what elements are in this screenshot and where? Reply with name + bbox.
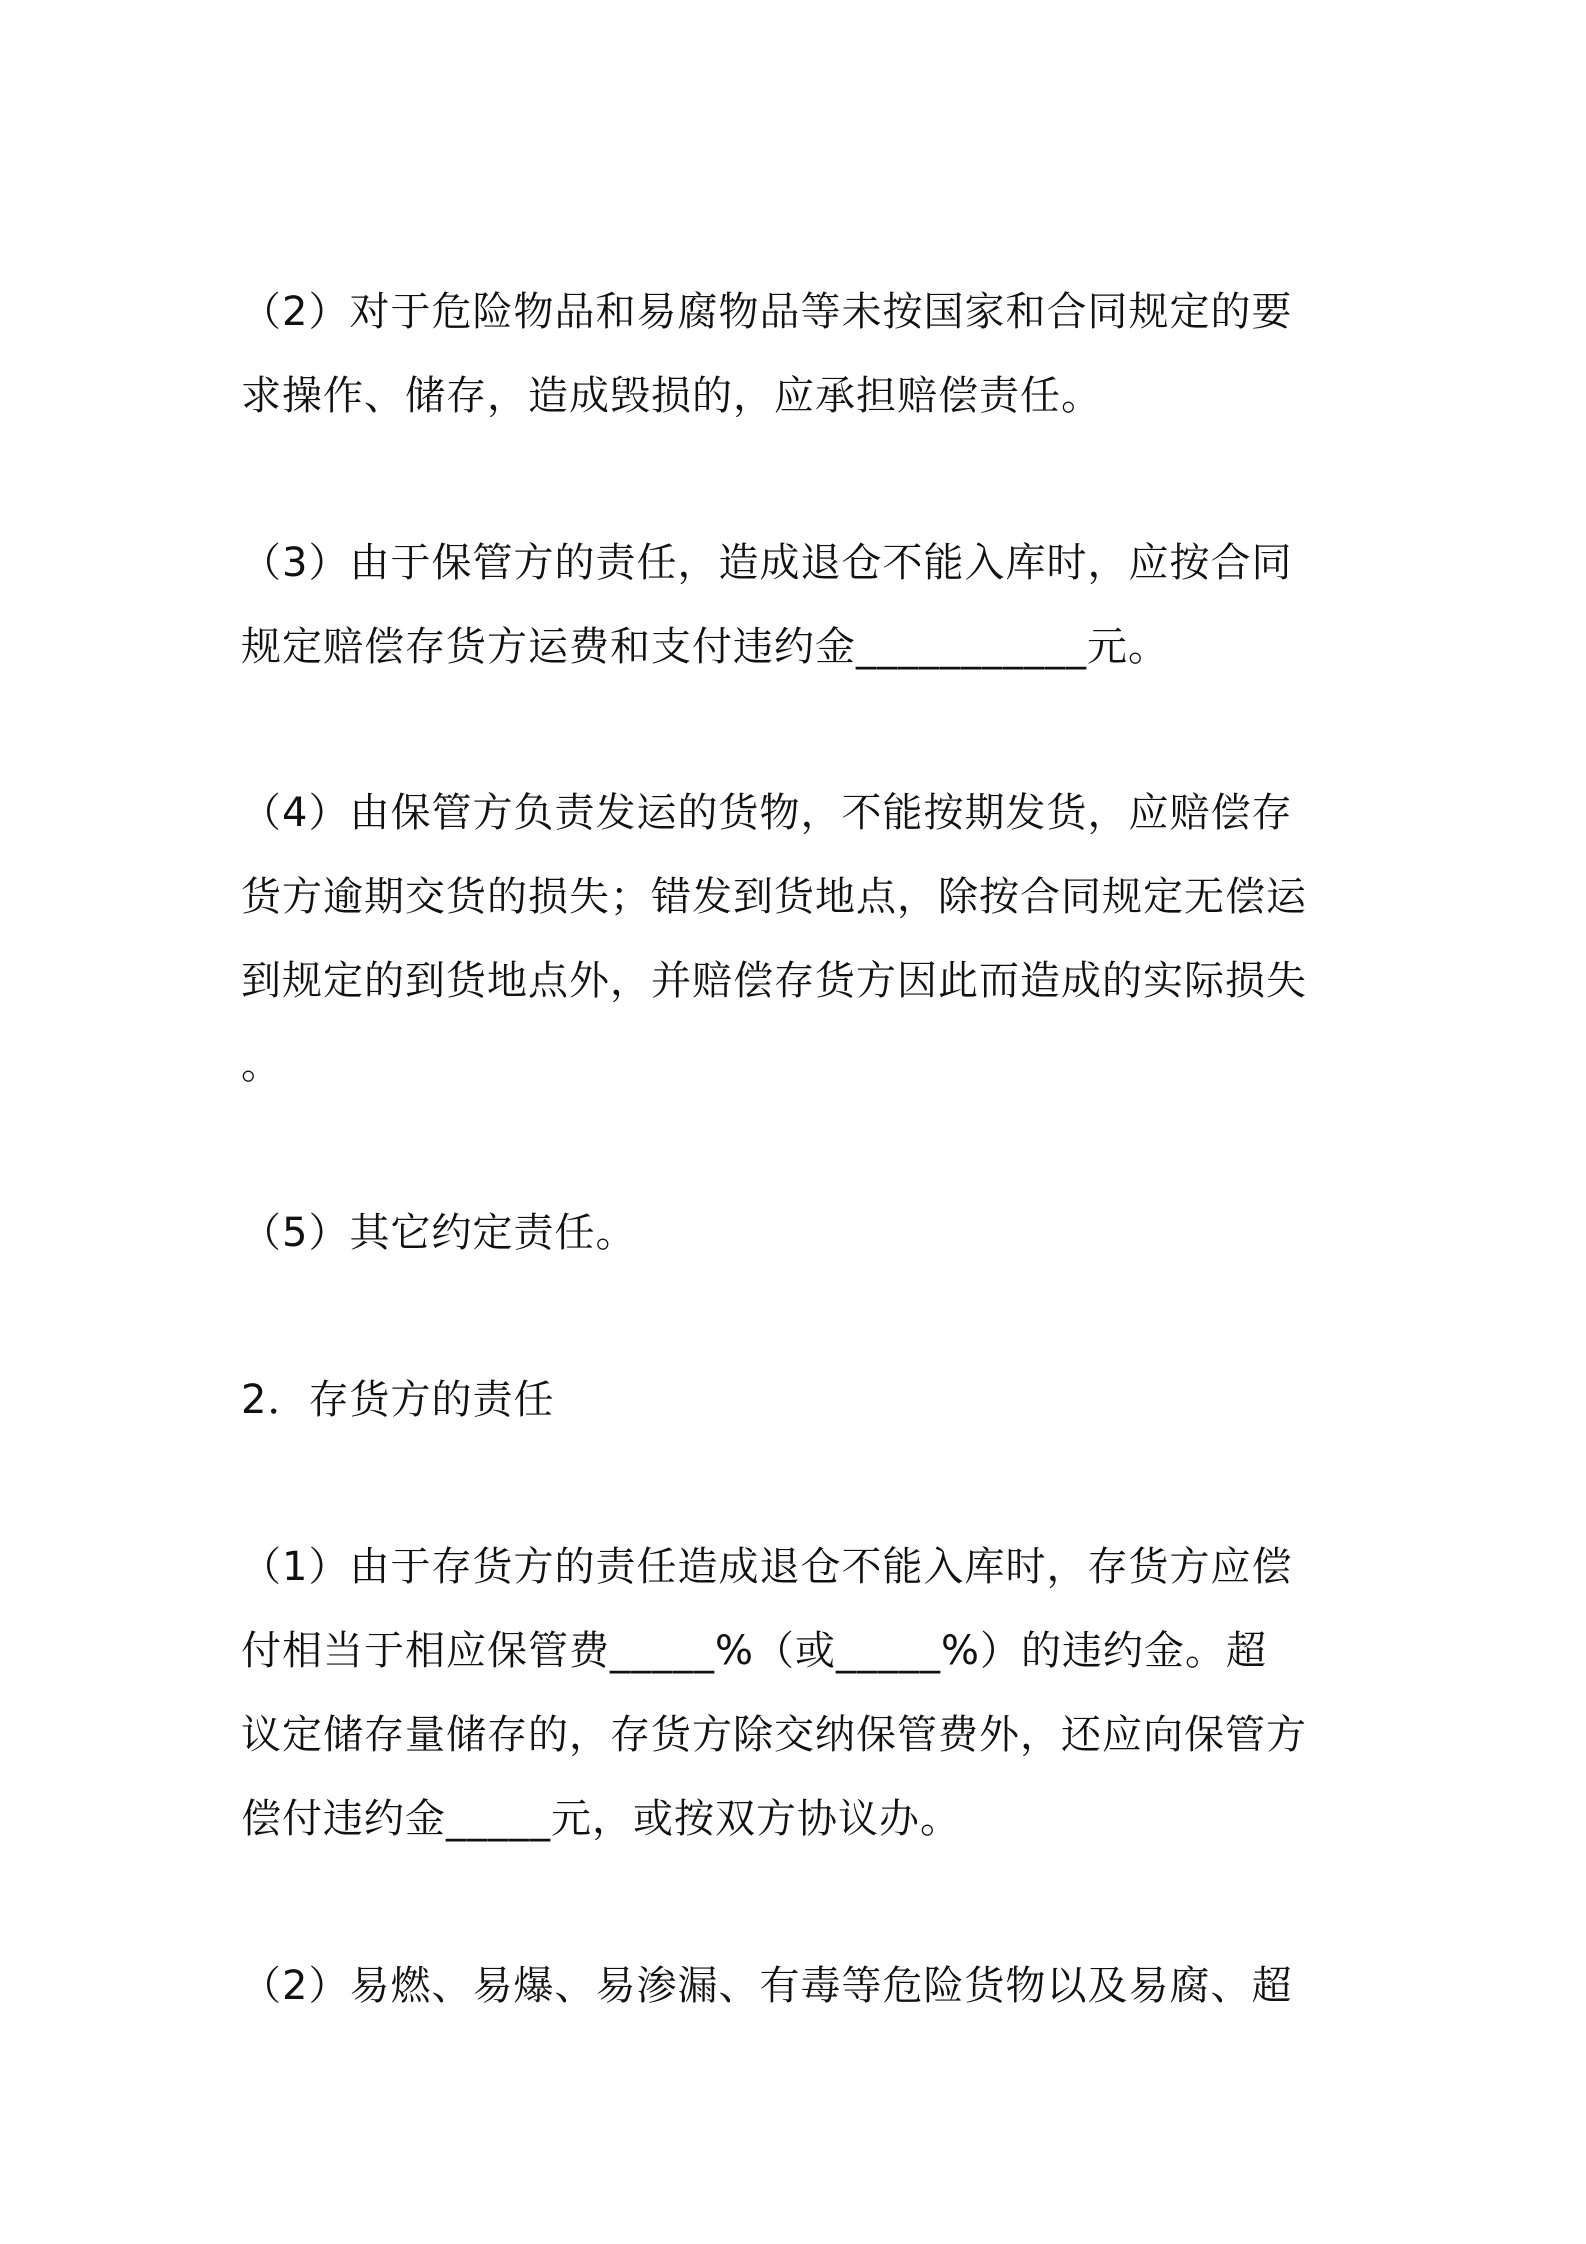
text-line: 货方逾期交货的损失；错发到货地点，除按合同规定无偿运 [241,874,1307,920]
text-line: （3）由于保管方的责任，造成退仓不能入库时，应按合同 [241,540,1293,586]
paragraph-depositor-item-1 [241,1525,1361,1861]
paragraph-item-5-other [241,1191,1361,1275]
paragraph-depositor-item-2 [241,1944,1361,2028]
text-line: （5）其它约定责任。 [241,1210,637,1256]
text-line: 付相当于相应保管费_____%（或_____%）的违约金。超 [241,1628,1268,1674]
text-line: （4）由保管方负责发运的货物，不能按期发货，应赔偿存 [241,790,1293,836]
paragraph-item-2-dangerous-goods [241,270,1361,438]
text-line: 偿付违约金_____元，或按双方协议办。 [241,1796,961,1842]
section-heading-depositor-duties [241,1358,1361,1442]
text-line: （1）由于存货方的责任造成退仓不能入库时，存货方应偿 [241,1544,1293,1590]
text-line: 求操作、储存，造成毁损的，应承担赔偿责任。 [241,373,1102,419]
text-line: （2）对于危险物品和易腐物品等未按国家和合同规定的要 [241,289,1293,335]
paragraph-item-3-return-warehouse [241,521,1361,689]
text-line: （2）易燃、易爆、易渗漏、有毒等危险货物以及易腐、超 [241,1963,1293,2009]
text-line: 规定赔偿存货方运费和支付违约金___________元。 [241,624,1169,670]
text-line: 到规定的到货地点外，并赔偿存货方因此而造成的实际损失 [241,958,1307,1004]
section-heading-text: 2．存货方的责任 [241,1377,555,1423]
text-line: 议定储存量储存的，存货方除交纳保管费外，还应向保管方 [241,1712,1307,1758]
paragraph-item-4-shipping [241,771,1361,1107]
text-line: 。 [241,1042,282,1088]
